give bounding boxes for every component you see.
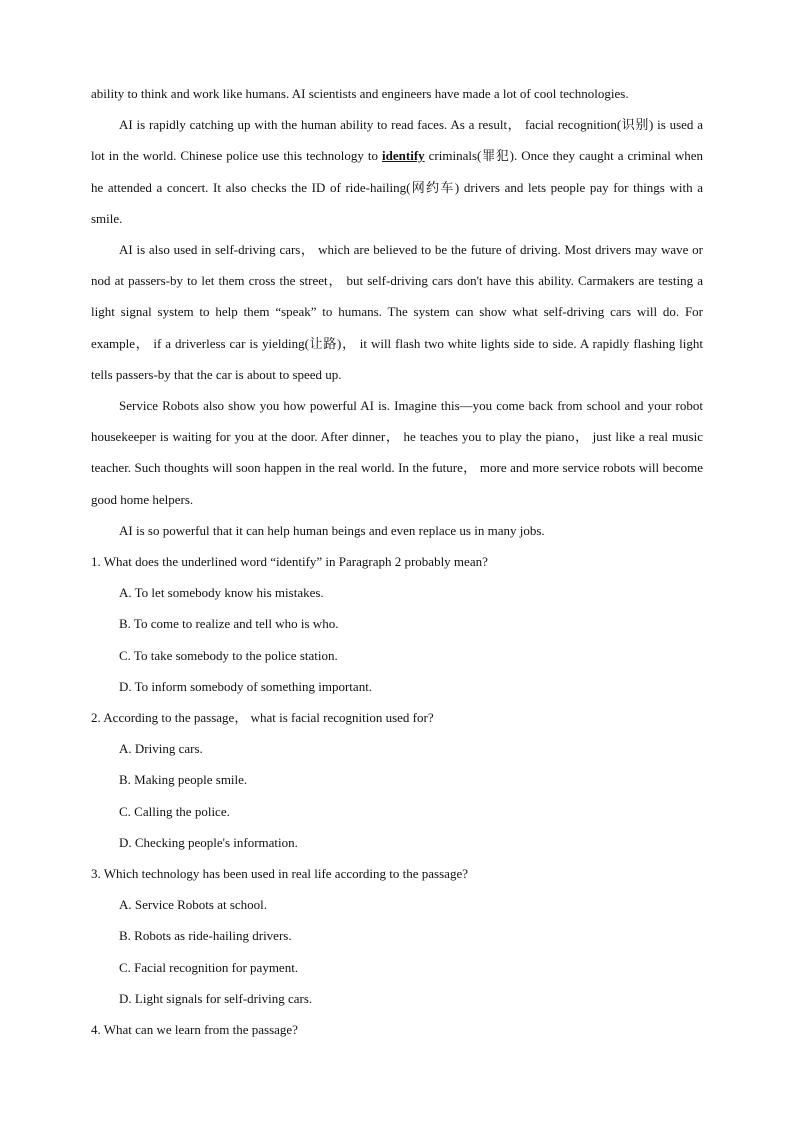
option-d: D. Checking people's information. bbox=[119, 834, 298, 850]
option-d: D. Light signals for self-driving cars. bbox=[119, 990, 313, 1006]
question-2 bbox=[91, 702, 703, 858]
paragraph-1: ability to think and work like humans. AI scientists and engineers have made a lot of cool technologies. bbox=[91, 86, 629, 101]
document-page bbox=[91, 78, 703, 1045]
option-a: A. Service Robots at school. bbox=[119, 897, 268, 913]
answer-options bbox=[91, 889, 703, 1014]
option-b: B. Making people smile. bbox=[119, 772, 248, 788]
paragraph-2-text-start: AI is rapidly catching up with the human ability to read faces. As a result， facial recognition(识别) is used a lot in the world. Chinese police use this technology to bbox=[91, 117, 703, 164]
option-b: B. Robots as ride-hailing drivers. bbox=[119, 928, 292, 944]
paragraph-4: Service Robots also show you how powerful AI is. Imagine this—you come back from school and your robot housekeeper is waiting for you at the door. After dinner， he teaches you to play the piano， just like a real music teacher. Such thoughts will soon happen in the real world. In the future， more and more service robots will become good home helpers. bbox=[91, 398, 703, 507]
option-a: A. To let somebody know his mistakes. bbox=[119, 585, 324, 601]
question-stem: 3. Which technology has been used in real life according to the passage? bbox=[91, 866, 468, 882]
option-b: B. To come to realize and tell who is who. bbox=[119, 616, 339, 632]
paragraph-2 bbox=[91, 109, 703, 234]
question-stem: 1. What does the underlined word “identify” in Paragraph 2 probably mean? bbox=[91, 554, 488, 570]
question-4 bbox=[91, 1014, 703, 1045]
paragraph-3: AI is also used in self-driving cars， which are believed to be the future of driving. Most drivers may wave or nod at passers-by to let them cross the street， but self-driving cars don't have this ability. Carmakers are testing a light signal system to help them “speak” to humans. The system can show what self-driving cars will do. For example， if a driverless car is yielding(让路)， it will flash two white lights side to side. A rapidly flashing light tells passers-by that the car is about to speed up. bbox=[91, 242, 703, 382]
paragraph-2-text-end: criminals(罪犯). Once they caught a criminal when he attended a concert. It also checks the ID of ride-hailing(网约车) drivers and lets people pay for things with a smile. bbox=[91, 148, 703, 226]
question-stem: 4. What can we learn from the passage? bbox=[91, 1022, 298, 1038]
question-3 bbox=[91, 858, 703, 1014]
answer-options bbox=[91, 733, 703, 858]
question-stem: 2. According to the passage， what is facial recognition used for? bbox=[91, 710, 434, 726]
option-c: C. Facial recognition for payment. bbox=[119, 959, 299, 975]
underlined-keyword: identify bbox=[382, 148, 425, 164]
option-c: C. To take somebody to the police station. bbox=[119, 647, 338, 663]
paragraph-5: AI is so powerful that it can help human beings and even replace us in many jobs. bbox=[119, 522, 545, 538]
option-d: D. To inform somebody of something important. bbox=[119, 678, 373, 694]
option-a: A. Driving cars. bbox=[119, 741, 203, 757]
option-c: C. Calling the police. bbox=[119, 803, 230, 819]
answer-options bbox=[91, 577, 703, 702]
question-1 bbox=[91, 546, 703, 702]
